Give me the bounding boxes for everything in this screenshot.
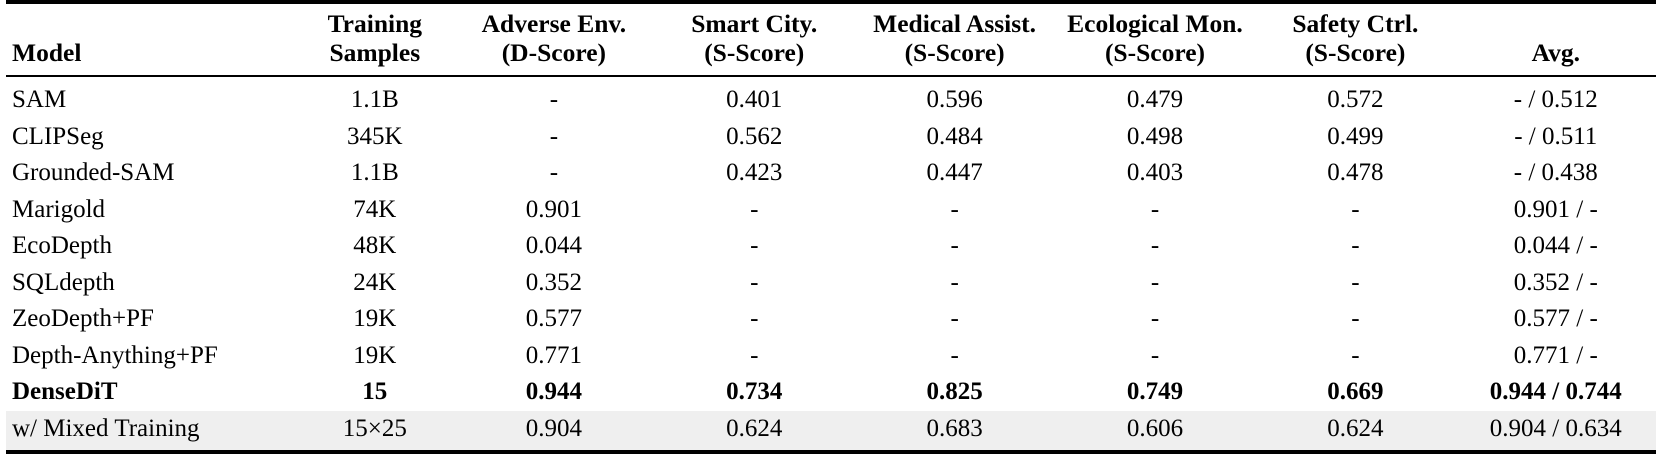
table-row (6, 374, 1656, 411)
cell-value: 0.624 (654, 411, 854, 451)
cell-value: - (549, 159, 559, 187)
column-header-ecological-mon-line1: Ecological Mon. (1067, 9, 1243, 38)
cell-value: - (1150, 195, 1160, 223)
column-header-medical-assist (854, 4, 1054, 75)
cell-value: 15×25 (296, 411, 454, 451)
column-header-model-line1: Model (12, 37, 82, 67)
cell-value: - (1351, 341, 1360, 369)
cell-value: 0.624 (1255, 411, 1455, 451)
cell-value: 0.572 (1327, 86, 1384, 114)
cell-value: - (1351, 195, 1360, 223)
column-header-safety-ctrl-line2: (S-Score) (1305, 37, 1406, 67)
table-row (6, 338, 1656, 375)
table-bottom-rule (6, 450, 1656, 454)
cell-value: 15 (362, 378, 388, 406)
table-body (6, 77, 1656, 450)
cell-model-name: w/ Mixed Training (6, 411, 296, 451)
table-row (6, 192, 1656, 229)
results-table (6, 4, 1656, 75)
cell-value: 0.403 (1126, 159, 1184, 187)
cell-value: - (1351, 232, 1360, 260)
column-header-ecological-mon-line2: (S-Score) (1104, 37, 1206, 67)
column-header-samples-line2: Samples (329, 37, 421, 67)
cell-value: 0.478 (1327, 159, 1384, 187)
cell-model-name: CLIPSeg (12, 122, 104, 150)
cell-value: 0.904 (454, 411, 654, 451)
cell-value: - (950, 341, 959, 369)
cell-value: 0.484 (926, 122, 983, 150)
column-header-samples (296, 4, 454, 75)
cell-model-name: Depth-Anything+PF (12, 341, 218, 369)
cell-model-name: SAM (12, 86, 67, 114)
cell-value: 0.669 (1327, 378, 1384, 406)
table-row (6, 119, 1656, 156)
cell-value: 0.944 / 0.744 (1489, 378, 1622, 406)
cell-value: - (549, 86, 559, 114)
cell-value: 0.498 (1126, 122, 1184, 150)
column-header-safety-ctrl (1255, 4, 1455, 75)
cell-value: 0.596 (926, 86, 983, 114)
cell-value: - / 0.511 (1514, 122, 1598, 150)
column-header-adverse-env-line2: (D-Score) (501, 37, 607, 67)
header-row (6, 4, 1656, 75)
cell-value: - (549, 122, 559, 150)
cell-value: - (950, 268, 959, 296)
table-row (6, 155, 1656, 192)
cell-value: 0.352 / - (1513, 268, 1598, 296)
table-row (6, 301, 1656, 338)
cell-value: 0.577 (525, 305, 582, 333)
column-header-adverse-env (454, 4, 654, 75)
cell-value: 0.901 / - (1513, 195, 1598, 223)
cell-value: - / 0.512 (1513, 86, 1598, 114)
table-row (6, 228, 1656, 265)
column-header-avg-line1: Avg. (1531, 37, 1580, 67)
cell-value: - (750, 195, 759, 223)
cell-value: 74K (353, 195, 397, 223)
table-row (6, 411, 1656, 451)
cell-value: - (1351, 268, 1360, 296)
cell-value: - (1150, 341, 1160, 369)
cell-value: - / 0.438 (1513, 159, 1598, 187)
cell-value: - (950, 195, 959, 223)
cell-model-name: SQLdepth (12, 268, 115, 296)
cell-value: 0.044 / - (1513, 232, 1598, 260)
cell-value: - (950, 305, 959, 333)
cell-value: 0.606 (1055, 411, 1255, 451)
cell-value: - (1150, 268, 1160, 296)
column-header-model (6, 4, 296, 75)
column-header-smart-city-line1: Smart City. (691, 9, 818, 38)
column-header-ecological-mon (1055, 4, 1255, 75)
cell-value: - (1351, 305, 1360, 333)
cell-value: - (1150, 305, 1160, 333)
cell-value: 0.044 (525, 232, 582, 260)
column-header-safety-ctrl-line1: Safety Ctrl. (1292, 9, 1419, 38)
column-header-smart-city-line2: (S-Score) (704, 37, 805, 67)
cell-value: 48K (353, 232, 397, 260)
cell-value: 0.944 (525, 378, 582, 406)
cell-value: 1.1B (350, 86, 399, 114)
cell-value: 0.352 (525, 268, 582, 296)
column-header-adverse-env-line1: Adverse Env. (481, 9, 627, 38)
cell-value: - (750, 232, 759, 260)
cell-value: 0.734 (726, 378, 783, 406)
cell-value: 0.577 / - (1513, 305, 1598, 333)
cell-model-name: ZeoDepth+PF (12, 305, 154, 333)
cell-value: 1.1B (350, 159, 399, 187)
column-header-avg (1456, 4, 1656, 75)
column-header-medical-assist-line2: (S-Score) (904, 37, 1005, 67)
cell-model-name: Marigold (12, 195, 106, 223)
cell-value: 0.499 (1327, 122, 1384, 150)
cell-value: 0.401 (726, 86, 783, 114)
cell-value: 0.683 (854, 411, 1054, 451)
cell-value: - (750, 305, 759, 333)
cell-value: 0.771 / - (1513, 341, 1598, 369)
table-row (6, 265, 1656, 302)
cell-value: 345K (347, 122, 403, 150)
cell-value: 19K (353, 305, 397, 333)
table-head (6, 4, 1656, 75)
cell-value: - (750, 341, 759, 369)
cell-model-name: EcoDepth (12, 232, 112, 260)
cell-model-name: DenseDiT (12, 378, 118, 406)
cell-value: 0.423 (726, 159, 783, 187)
cell-value: 0.901 (525, 195, 582, 223)
cell-value: 0.479 (1126, 86, 1184, 114)
cell-value: 0.749 (1126, 378, 1184, 406)
table-row (6, 77, 1656, 119)
cell-value: 0.825 (926, 378, 983, 406)
cell-value: - (1150, 232, 1160, 260)
cell-value: - (950, 232, 959, 260)
cell-value: 0.904 / 0.634 (1456, 411, 1656, 451)
column-header-medical-assist-line1: Medical Assist. (873, 9, 1037, 38)
cell-value: 24K (353, 268, 397, 296)
column-header-samples-line1: Training (327, 9, 423, 38)
column-header-smart-city (654, 4, 854, 75)
cell-model-name: Grounded-SAM (12, 159, 175, 187)
cell-value: - (750, 268, 759, 296)
cell-value: 0.562 (726, 122, 783, 150)
cell-value: 0.771 (525, 341, 582, 369)
results-table-body (6, 77, 1656, 450)
cell-value: 19K (353, 341, 397, 369)
cell-value: 0.447 (926, 159, 983, 187)
